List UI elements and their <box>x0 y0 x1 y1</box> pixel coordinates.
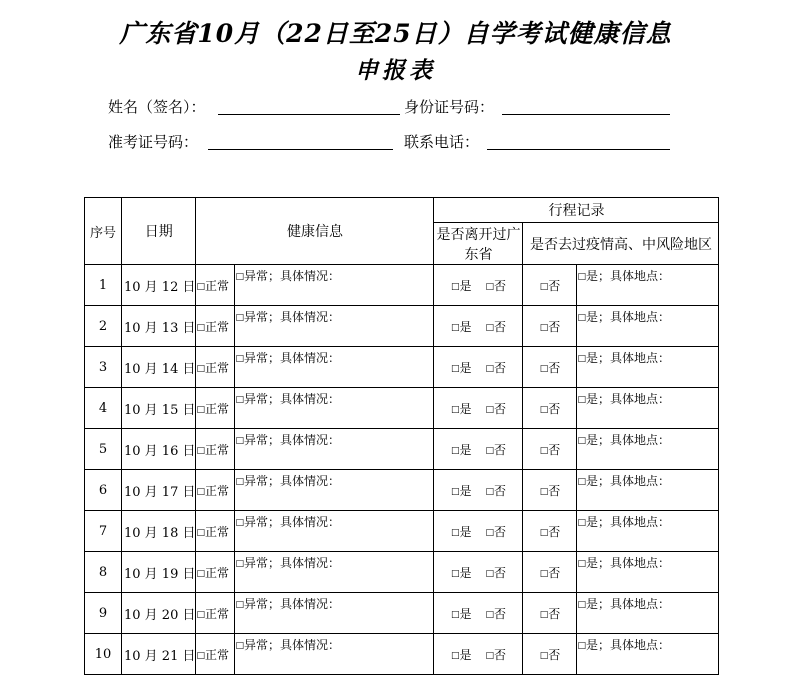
table-row <box>85 388 719 429</box>
checkbox-icon[interactable]: □ <box>450 486 460 497</box>
risk-no-option[interactable] <box>523 388 577 429</box>
checkbox-icon[interactable]: □ <box>196 650 205 661</box>
checkbox-icon[interactable]: □ <box>485 404 494 415</box>
checkbox-icon[interactable]: □ <box>196 609 205 620</box>
health-header: 健康信息 <box>196 198 434 265</box>
checkbox-icon[interactable]: □ <box>196 527 205 538</box>
no-label: 否 <box>548 524 561 539</box>
normal-label: 正常 <box>205 278 230 293</box>
row-date: 10 月 12 日 <box>122 265 196 306</box>
risk-yes-option[interactable] <box>577 593 719 634</box>
checkbox-icon[interactable]: □ <box>539 650 549 661</box>
travel-header: 行程记录 <box>434 198 719 223</box>
checkbox-icon[interactable]: □ <box>450 527 460 538</box>
normal-option[interactable] <box>196 347 235 388</box>
checkbox-icon[interactable]: □ <box>450 609 460 620</box>
abnormal-option[interactable] <box>235 429 434 470</box>
no-label: 否 <box>548 483 561 498</box>
checkbox-icon[interactable]: □ <box>485 650 494 661</box>
phone-label: 联系电话： <box>404 133 480 151</box>
risk-yes-option[interactable] <box>577 306 719 347</box>
checkbox-icon[interactable]: □ <box>196 363 205 374</box>
yes-place-label: 是；具体地点： <box>586 310 671 324</box>
abnormal-label: 异常；具体情况： <box>244 515 341 529</box>
checkbox-icon[interactable]: □ <box>539 527 549 538</box>
normal-option[interactable] <box>196 265 235 306</box>
checkbox-icon[interactable]: □ <box>235 313 244 323</box>
checkbox-icon[interactable]: □ <box>577 313 586 323</box>
checkbox-icon[interactable]: □ <box>577 436 586 446</box>
checkbox-icon[interactable]: □ <box>485 281 494 292</box>
abnormal-option[interactable] <box>235 552 434 593</box>
risk-yes-option[interactable] <box>577 470 719 511</box>
normal-label: 正常 <box>205 319 230 334</box>
no-label: 否 <box>548 360 561 375</box>
abnormal-option[interactable] <box>235 347 434 388</box>
abnormal-label: 异常；具体情况： <box>244 310 341 324</box>
checkbox-icon[interactable]: □ <box>485 568 494 579</box>
abnormal-label: 异常；具体情况： <box>244 433 341 447</box>
row-number: 1 <box>85 265 122 306</box>
normal-label: 正常 <box>205 401 230 416</box>
checkbox-icon[interactable]: □ <box>539 322 549 333</box>
abnormal-label: 异常；具体情况： <box>244 269 341 283</box>
no-label: 否 <box>494 483 507 498</box>
no-label: 否 <box>494 278 507 293</box>
no-label: 否 <box>548 565 561 580</box>
yes-label: 是 <box>459 483 472 498</box>
yes-place-label: 是；具体地点： <box>586 597 671 611</box>
row-number: 5 <box>85 429 122 470</box>
row-number: 7 <box>85 511 122 552</box>
row-number: 10 <box>85 634 122 675</box>
normal-label: 正常 <box>205 442 230 457</box>
risk-no-option[interactable] <box>523 511 577 552</box>
checkbox-icon[interactable]: □ <box>485 322 494 333</box>
left-guangdong-options[interactable] <box>434 429 523 470</box>
checkbox-icon[interactable]: □ <box>485 609 494 620</box>
checkbox-icon[interactable]: □ <box>235 641 244 651</box>
risk-yes-option[interactable] <box>577 634 719 675</box>
normal-label: 正常 <box>205 483 230 498</box>
normal-option[interactable] <box>196 552 235 593</box>
row-date: 10 月 17 日 <box>122 470 196 511</box>
checkbox-icon[interactable]: □ <box>539 281 549 292</box>
checkbox-icon[interactable]: □ <box>235 559 244 569</box>
yes-label: 是 <box>459 442 472 457</box>
left-guangdong-header: 是否离开过广东省 <box>434 223 523 265</box>
checkbox-icon[interactable]: □ <box>450 363 460 374</box>
row-number: 4 <box>85 388 122 429</box>
checkbox-icon[interactable]: □ <box>577 559 586 569</box>
abnormal-label: 异常；具体情况： <box>244 597 341 611</box>
row-date: 10 月 20 日 <box>122 593 196 634</box>
normal-option[interactable] <box>196 388 235 429</box>
checkbox-icon[interactable]: □ <box>577 600 586 610</box>
checkbox-icon[interactable]: □ <box>196 568 205 579</box>
form-subtitle: 申报表 <box>355 57 436 84</box>
no-label: 否 <box>548 442 561 457</box>
risk-yes-option[interactable] <box>577 388 719 429</box>
yes-label: 是 <box>459 278 472 293</box>
left-guangdong-options[interactable] <box>434 470 523 511</box>
table-row <box>85 265 719 306</box>
row-date: 10 月 16 日 <box>122 429 196 470</box>
exam-number-label: 准考证号码： <box>108 133 199 151</box>
risk-no-option[interactable] <box>523 306 577 347</box>
checkbox-icon[interactable]: □ <box>235 477 244 487</box>
abnormal-label: 异常；具体情况： <box>244 474 341 488</box>
checkbox-icon[interactable]: □ <box>539 568 549 579</box>
row-date: 10 月 18 日 <box>122 511 196 552</box>
no-label: 否 <box>494 360 507 375</box>
phone-line[interactable] <box>487 149 670 150</box>
id-label: 身份证号码： <box>404 98 495 116</box>
row-date: 10 月 13 日 <box>122 306 196 347</box>
risk-no-option[interactable] <box>523 634 577 675</box>
abnormal-label: 异常；具体情况： <box>244 392 341 406</box>
left-guangdong-options[interactable] <box>434 388 523 429</box>
left-guangdong-options[interactable] <box>434 511 523 552</box>
normal-option[interactable] <box>196 593 235 634</box>
checkbox-icon[interactable]: □ <box>450 650 460 661</box>
no-label: 否 <box>494 319 507 334</box>
abnormal-option[interactable] <box>235 265 434 306</box>
checkbox-icon[interactable]: □ <box>450 568 460 579</box>
no-label: 否 <box>548 401 561 416</box>
left-guangdong-options[interactable] <box>434 552 523 593</box>
row-number: 6 <box>85 470 122 511</box>
normal-label: 正常 <box>205 647 230 662</box>
checkbox-icon[interactable]: □ <box>539 445 549 456</box>
row-date: 10 月 14 日 <box>122 347 196 388</box>
yes-place-label: 是；具体地点： <box>586 351 671 365</box>
risk-no-option[interactable] <box>523 470 577 511</box>
table-row <box>85 347 719 388</box>
yes-place-label: 是；具体地点： <box>586 474 671 488</box>
table-row <box>85 634 719 675</box>
checkbox-icon[interactable]: □ <box>485 445 494 456</box>
risk-no-option[interactable] <box>523 265 577 306</box>
exam-number-line[interactable] <box>208 149 393 150</box>
name-line[interactable] <box>218 114 400 115</box>
seq-header: 序号 <box>85 198 122 265</box>
abnormal-option[interactable] <box>235 306 434 347</box>
form-title: 广东省10月（22日至25日）自学考试健康信息 <box>119 19 672 48</box>
abnormal-option[interactable] <box>235 470 434 511</box>
checkbox-icon[interactable]: □ <box>539 609 549 620</box>
abnormal-option[interactable] <box>235 593 434 634</box>
table-row <box>85 593 719 634</box>
checkbox-icon[interactable]: □ <box>577 641 586 651</box>
table-row <box>85 429 719 470</box>
checkbox-icon[interactable]: □ <box>485 363 494 374</box>
checkbox-icon[interactable]: □ <box>235 354 244 364</box>
table-row <box>85 470 719 511</box>
normal-option[interactable] <box>196 470 235 511</box>
checkbox-icon[interactable]: □ <box>196 322 205 333</box>
risk-yes-option[interactable] <box>577 347 719 388</box>
name-label: 姓名（签名）： <box>108 98 206 116</box>
abnormal-label: 异常；具体情况： <box>244 351 341 365</box>
date-header: 日期 <box>122 198 196 265</box>
yes-place-label: 是；具体地点： <box>586 433 671 447</box>
checkbox-icon[interactable]: □ <box>196 486 205 497</box>
yes-place-label: 是；具体地点： <box>586 392 671 406</box>
yes-place-label: 是；具体地点： <box>586 638 671 652</box>
checkbox-icon[interactable]: □ <box>577 477 586 487</box>
no-label: 否 <box>494 565 507 580</box>
no-label: 否 <box>548 647 561 662</box>
checkbox-icon[interactable]: □ <box>539 363 549 374</box>
yes-label: 是 <box>459 524 472 539</box>
risk-yes-option[interactable] <box>577 552 719 593</box>
row-number: 8 <box>85 552 122 593</box>
checkbox-icon[interactable]: □ <box>539 404 549 415</box>
row-number: 9 <box>85 593 122 634</box>
left-guangdong-options[interactable] <box>434 306 523 347</box>
risk-area-header: 是否去过疫情高、中风险地区 <box>523 223 719 265</box>
yes-label: 是 <box>459 319 472 334</box>
left-guangdong-options[interactable] <box>434 347 523 388</box>
normal-label: 正常 <box>205 565 230 580</box>
no-label: 否 <box>494 401 507 416</box>
abnormal-label: 异常；具体情况： <box>244 638 341 652</box>
risk-no-option[interactable] <box>523 429 577 470</box>
abnormal-option[interactable] <box>235 388 434 429</box>
checkbox-icon[interactable]: □ <box>235 518 244 528</box>
row-date: 10 月 15 日 <box>122 388 196 429</box>
checkbox-icon[interactable]: □ <box>196 445 205 456</box>
checkbox-icon[interactable]: □ <box>235 600 244 610</box>
no-label: 否 <box>548 319 561 334</box>
row-number: 2 <box>85 306 122 347</box>
risk-yes-option[interactable] <box>577 429 719 470</box>
checkbox-icon[interactable]: □ <box>450 445 460 456</box>
checkbox-icon[interactable]: □ <box>450 281 460 292</box>
checkbox-icon[interactable]: □ <box>235 395 244 405</box>
row-date: 10 月 19 日 <box>122 552 196 593</box>
no-label: 否 <box>548 606 561 621</box>
risk-no-option[interactable] <box>523 593 577 634</box>
table-row <box>85 306 719 347</box>
normal-option[interactable] <box>196 511 235 552</box>
checkbox-icon[interactable]: □ <box>450 404 460 415</box>
checkbox-icon[interactable]: □ <box>196 281 205 292</box>
yes-label: 是 <box>459 565 472 580</box>
checkbox-icon[interactable]: □ <box>577 272 586 282</box>
left-guangdong-options[interactable] <box>434 634 523 675</box>
checkbox-icon[interactable]: □ <box>196 404 205 415</box>
checkbox-icon[interactable]: □ <box>450 322 460 333</box>
no-label: 否 <box>494 606 507 621</box>
abnormal-option[interactable] <box>235 634 434 675</box>
checkbox-icon[interactable]: □ <box>577 518 586 528</box>
checkbox-icon[interactable]: □ <box>577 395 586 405</box>
no-label: 否 <box>494 524 507 539</box>
normal-option[interactable] <box>196 429 235 470</box>
no-label: 否 <box>548 278 561 293</box>
no-label: 否 <box>494 647 507 662</box>
table-row <box>85 511 719 552</box>
risk-yes-option[interactable] <box>577 265 719 306</box>
left-guangdong-options[interactable] <box>434 593 523 634</box>
checkbox-icon[interactable]: □ <box>235 436 244 446</box>
checkbox-icon[interactable]: □ <box>539 486 549 497</box>
checkbox-icon[interactable]: □ <box>485 486 494 497</box>
left-guangdong-options[interactable] <box>434 265 523 306</box>
abnormal-option[interactable] <box>235 511 434 552</box>
yes-label: 是 <box>459 401 472 416</box>
normal-label: 正常 <box>205 606 230 621</box>
yes-place-label: 是；具体地点： <box>586 556 671 570</box>
row-date: 10 月 21 日 <box>122 634 196 675</box>
risk-no-option[interactable] <box>523 347 577 388</box>
checkbox-icon[interactable]: □ <box>577 354 586 364</box>
row-number: 3 <box>85 347 122 388</box>
abnormal-label: 异常；具体情况： <box>244 556 341 570</box>
yes-label: 是 <box>459 647 472 662</box>
table-row <box>85 552 719 593</box>
yes-label: 是 <box>459 360 472 375</box>
id-line[interactable] <box>502 114 670 115</box>
risk-no-option[interactable] <box>523 552 577 593</box>
checkbox-icon[interactable]: □ <box>485 527 494 538</box>
normal-option[interactable] <box>196 306 235 347</box>
risk-yes-option[interactable] <box>577 511 719 552</box>
normal-label: 正常 <box>205 360 230 375</box>
no-label: 否 <box>494 442 507 457</box>
normal-option[interactable] <box>196 634 235 675</box>
yes-label: 是 <box>459 606 472 621</box>
yes-place-label: 是；具体地点： <box>586 269 671 283</box>
normal-label: 正常 <box>205 524 230 539</box>
health-declaration-table <box>84 197 719 675</box>
yes-place-label: 是；具体地点： <box>586 515 671 529</box>
checkbox-icon[interactable]: □ <box>235 272 244 282</box>
